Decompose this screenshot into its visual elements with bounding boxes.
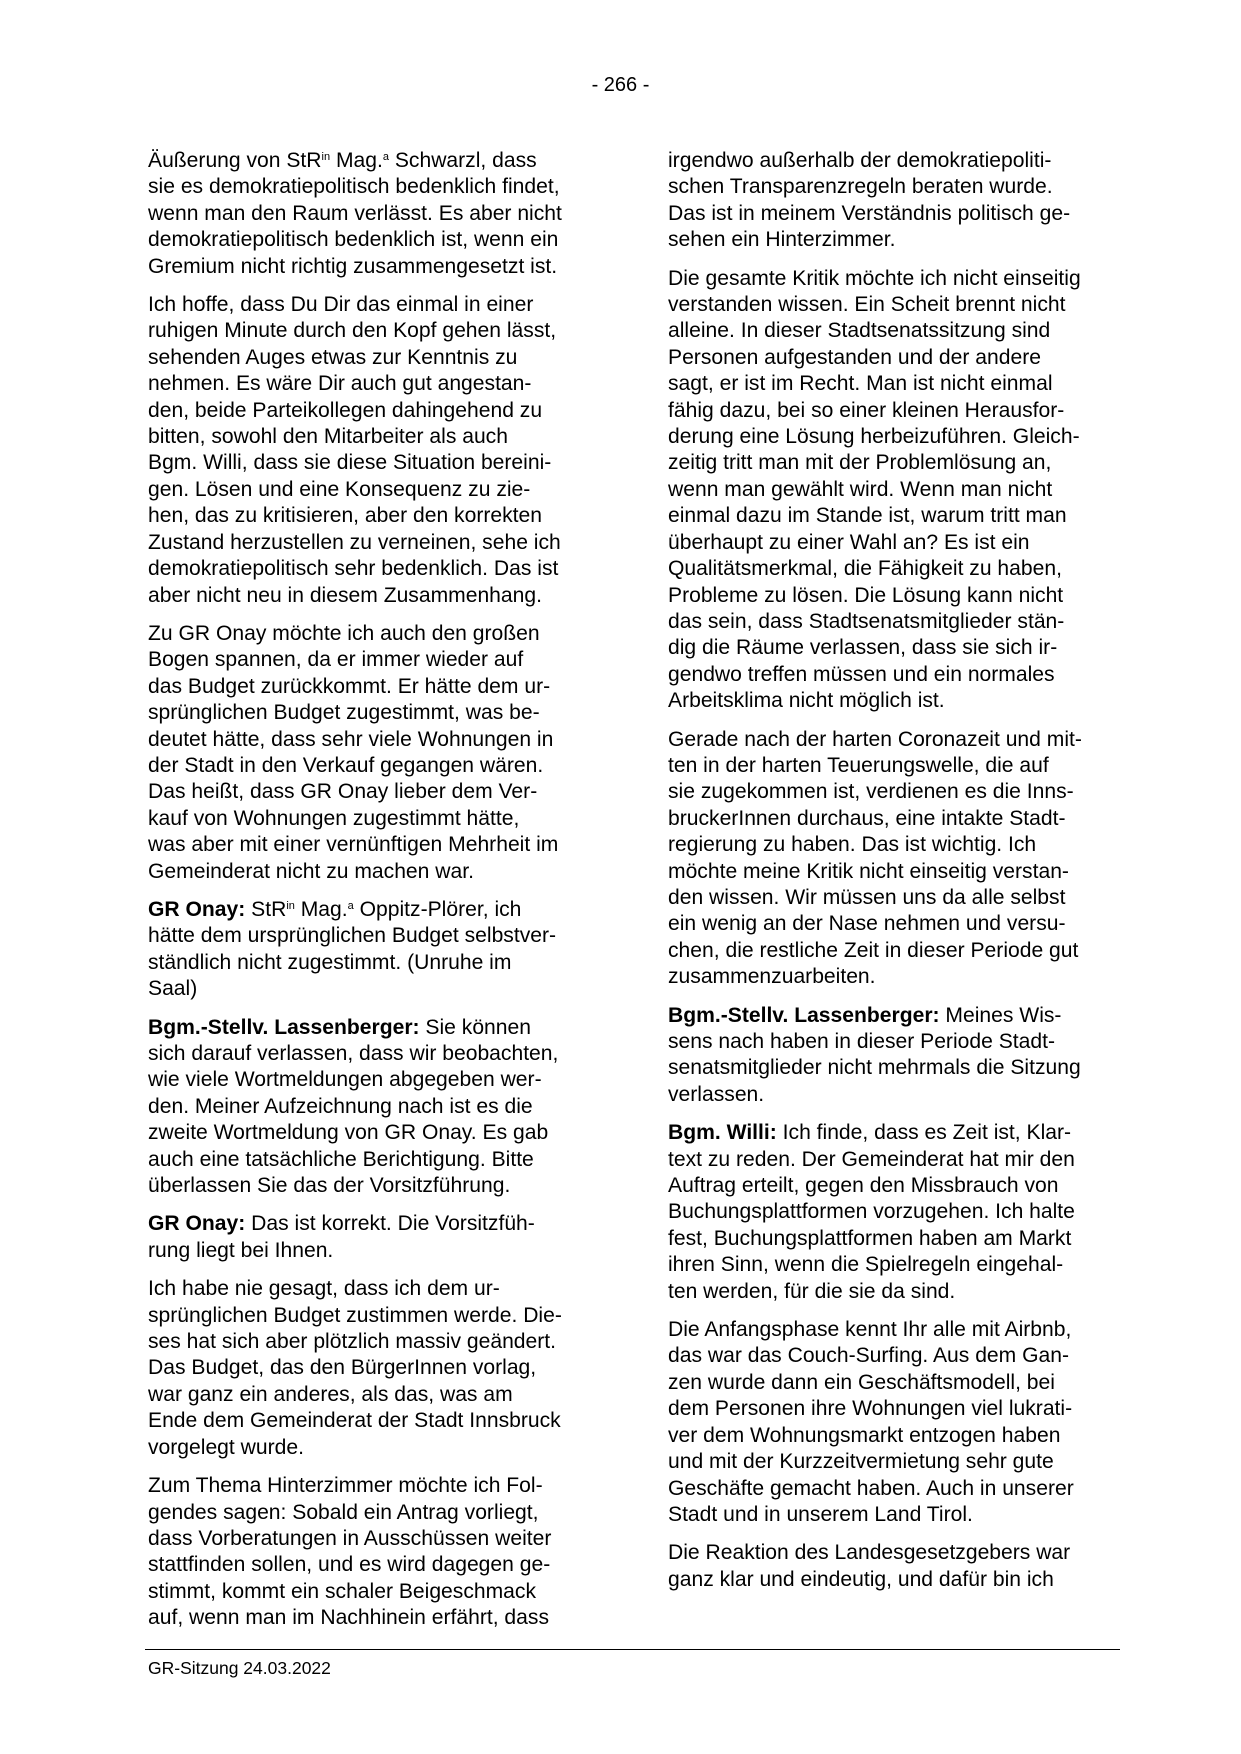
paragraph [668,266,1116,715]
speaker-paragraph [148,897,596,1003]
text-line: sprünglichen Budget zustimmen werde. Die- [148,1303,562,1327]
text-line: gendwo treffen müssen und ein normales [668,662,1055,686]
text-line: den. Meiner Aufzeichnung nach ist es die [148,1094,533,1118]
speaker-paragraph [148,1015,596,1200]
text-line: Bgm. Willi, dass sie diese Situation bereini- [148,451,552,475]
text-line: fest, Buchungsplattformen haben am Markt [668,1226,1072,1250]
text-line: gendes sagen: Sobald ein Antrag vorliegt, [148,1500,539,1524]
text-line: vorgelegt wurde. [148,1435,304,1459]
text-line: ten werden, für die sie da sind. [668,1279,956,1303]
text-line: Arbeitsklima nicht möglich ist. [668,689,945,713]
text-line: hätte dem ursprünglichen Budget selbstver- [148,924,557,948]
text-line: dig die Räume verlassen, dass sie sich ir- [668,636,1058,660]
superscript: in [286,899,295,912]
text-line: deutet hätte, dass sehr viele Wohnungen in [148,727,554,751]
paragraph [148,1276,596,1461]
speaker-name: GR Onay: [148,1212,246,1236]
text-line: Qualitätsmerkmal, die Fähigkeit zu haben, [668,557,1062,581]
text-line: Ich habe nie gesagt, dass ich dem ur- [148,1277,500,1301]
text-line: gen. Lösen und eine Konsequenz zu zie- [148,477,531,501]
text-line: auf, wenn man im Nachhinein erfährt, dass [148,1606,549,1630]
text-line: ver dem Wohnungsmarkt entzogen haben [668,1423,1061,1447]
text-line: Das Budget, das den BürgerInnen vorlag, [148,1356,537,1380]
text-line: wie viele Wortmeldungen abgegeben wer- [148,1068,542,1092]
right-column [668,148,1116,1605]
superscript: in [321,151,331,163]
superscript: a [382,151,389,163]
text-line: Geschäfte gemacht haben. Auch in unserer [668,1476,1074,1500]
text-line: verlassen. [668,1082,765,1106]
text-line: Bgm.-Stellv. Lassenberger: Meines Wis- [668,1003,1062,1027]
text-line: Personen aufgestanden und der andere [668,345,1041,369]
speaker-paragraph [148,1211,596,1264]
text-line: ruhigen Minute durch den Kopf gehen lässt, [148,319,557,343]
text-line: ses hat sich aber plötzlich massiv geändert. [148,1330,557,1354]
text-line: der Stadt in den Verkauf gegangen wären. [148,753,544,777]
text-line: ein wenig an der Nase nehmen und versu- [668,912,1066,936]
text-line: sie es demokratiepolitisch bedenklich findet, [148,175,560,199]
text-line: zeitig tritt man mit der Problemlösung an, [668,451,1052,475]
speaker-name: Bgm. Willi: [668,1121,777,1145]
text-line: Saal) [148,977,198,1001]
text-line: sehen ein Hinterzimmer. [668,228,896,252]
speaker-name: Bgm.-Stellv. Lassenberger: [668,1003,940,1027]
paragraph [668,148,1116,254]
text-line: auch eine tatsächliche Berichtigung. Bitte [148,1147,534,1171]
text-line: Die Anfangsphase kennt Ihr alle mit Airbnb, [668,1318,1072,1342]
footer-session-date: GR-Sitzung 24.03.2022 [148,1658,331,1678]
text-line: Gremium nicht richtig zusammengesetzt ist. [148,254,558,278]
text-line: zweite Wortmeldung von GR Onay. Es gab [148,1121,549,1145]
text-line: demokratiepolitisch sehr bedenklich. Das ist [148,557,559,581]
paragraph [668,1540,1116,1593]
text-line: fähig dazu, bei so einer kleinen Herausfor- [668,398,1065,422]
speaker-name: GR Onay: [148,897,246,921]
text-line: Bgm.-Stellv. Lassenberger: Sie können [148,1015,531,1039]
text-line: wenn man gewählt wird. Wenn man nicht [668,477,1053,501]
text-line: den wissen. Wir müssen uns da alle selbst [668,885,1066,909]
text-line: Auftrag erteilt, gegen den Missbrauch von [668,1174,1059,1198]
paragraph [148,148,596,280]
text-line: wenn man den Raum verlässt. Es aber nicht [148,201,562,225]
text-line: sie zugekommen ist, verdienen es die Inns- [668,780,1074,804]
text-line: verstanden wissen. Ein Scheit brennt nicht [668,293,1066,317]
text-line: Ich hoffe, dass Du Dir das einmal in einer [148,293,534,317]
text-line: Bgm. Willi: Ich finde, dass es Zeit ist, Klar- [668,1121,1072,1145]
page-number: - 266 - [591,74,650,96]
text-line: nehmen. Es wäre Dir auch gut angestan- [148,372,532,396]
text-line: bitten, sowohl den Mitarbeiter als auch [148,425,508,449]
text-line: schen Transparenzregeln beraten wurde. [668,175,1053,199]
text-line: das sein, dass Stadtsenatsmitglieder stän- [668,609,1065,633]
text-line: zusammenzuarbeiten. [668,965,876,989]
text-line: sagt, er ist im Recht. Man ist nicht einmal [668,372,1053,396]
text-line: das war das Couch-Surfing. Aus dem Gan- [668,1344,1069,1368]
text-line: das Budget zurückkommt. Er hätte dem ur- [148,674,551,698]
text-line: ständlich nicht zugestimmt. (Unruhe im [148,950,512,974]
superscript: a [347,899,354,912]
text-line: Gerade nach der harten Coronazeit und mit- [668,727,1082,751]
left-column [148,148,596,1644]
text-line: ihren Sinn, wenn die Spielregeln eingehal- [668,1253,1064,1277]
text-line: Zu GR Onay möchte ich auch den großen [148,621,540,645]
text-line: Buchungsplattformen vorzugehen. Ich halte [668,1200,1075,1224]
text-line: rung liegt bei Ihnen. [148,1238,334,1262]
paragraph [668,727,1116,991]
text-line: irgendwo außerhalb der demokratiepoliti- [668,149,1052,172]
text-line: alleine. In dieser Stadtsenatssitzung sind [668,319,1051,343]
speaker-paragraph [668,1120,1116,1305]
text-line: bruckerInnen durchaus, eine intakte Stadt- [668,806,1066,830]
paragraph [148,621,596,885]
text-line: ten in der harten Teuerungswelle, die auf [668,753,1049,777]
text-line: den, beide Parteikollegen dahingehend zu [148,398,543,422]
text-line: Zum Thema Hinterzimmer möchte ich Fol- [148,1474,543,1498]
text-line: kauf von Wohnungen zugestimmt hätte, [148,806,520,830]
text-line: dass Vorberatungen in Ausschüssen weiter [148,1526,552,1550]
text-line: GR Onay: StR$^{in}$ Mag.$^a$ Oppitz-Plörer, ich [148,897,522,921]
text-line: zen wurde dann ein Geschäftsmodell, bei [668,1370,1055,1394]
text-line: demokratiepolitisch bedenklich ist, wenn ein [148,228,559,252]
paragraph [148,1473,596,1631]
text-line: sens nach haben in dieser Periode Stadt- [668,1030,1055,1053]
text-line: Die gesamte Kritik möchte ich nicht einseitig [668,266,1081,290]
text-line: stattfinden sollen, und es wird dagegen ge- [148,1553,551,1577]
text-line: regierung zu haben. Das ist wichtig. Ich [668,833,1037,857]
text-line: senatsmitglieder nicht mehrmals die Sitzung [668,1056,1081,1080]
text-line: text zu reden. Der Gemeinderat hat mir den [668,1147,1075,1171]
text-line: Gemeinderat nicht zu machen war. [148,859,474,883]
speaker-paragraph [668,1003,1116,1109]
text-line: Die Reaktion des Landesgesetzgebers war [668,1541,1071,1565]
paragraph [148,292,596,609]
text-line: Bogen spannen, da er immer wieder auf [148,648,524,672]
text-line: chen, die restliche Zeit in dieser Periode gut [668,938,1079,962]
text-line: sich darauf verlassen, dass wir beobachten, [148,1042,559,1065]
footer-divider [145,1649,1120,1650]
text-line: Äußerung von StR$^{in}$ Mag.$^a$ Schwarzl, dass [148,149,537,172]
paragraph [668,1317,1116,1528]
text-line: hen, das zu kritisieren, aber den korrekten [148,504,542,528]
text-line: Das heißt, dass GR Onay lieber dem Ver- [148,780,538,804]
text-line: stimmt, kommt ein schaler Beigeschmack [148,1579,536,1603]
text-line: Stadt und in unserem Land Tirol. [668,1502,973,1526]
text-line: was aber mit einer vernünftigen Mehrheit im [148,833,559,857]
text-line: und mit der Kurzzeitvermietung sehr gute [668,1450,1054,1474]
text-line: einmal dazu im Stande ist, warum tritt man [668,504,1067,528]
speaker-name: Bgm.-Stellv. Lassenberger: [148,1015,420,1039]
text-line: Ende dem Gemeinderat der Stadt Innsbruck [148,1409,561,1433]
text-line: überlassen Sie das der Vorsitzführung. [148,1174,511,1198]
text-line: möchte meine Kritik nicht einseitig verstan- [668,859,1069,883]
text-line: Probleme zu lösen. Die Lösung kann nicht [668,583,1064,607]
text-line: überhaupt zu einer Wahl an? Es ist ein [668,530,1030,554]
text-line: ganz klar und eindeutig, und dafür bin ich [668,1567,1054,1591]
text-line: Das ist in meinem Verständnis politisch ge- [668,201,1071,225]
text-line: sprünglichen Budget zugestimmt, was be- [148,701,540,725]
text-line: war ganz ein anderes, als das, was am [148,1382,513,1406]
text-line: Zustand herzustellen zu verneinen, sehe ich [148,530,561,554]
text-line: dem Personen ihre Wohnungen viel lukrati- [668,1397,1073,1421]
text-line: derung eine Lösung herbeizuführen. Gleich- [668,425,1080,449]
text-line: aber nicht neu in diesem Zusammenhang. [148,583,542,607]
text-line: sehenden Auges etwas zur Kenntnis zu [148,345,518,369]
text-line: GR Onay: Das ist korrekt. Die Vorsitzfüh- [148,1212,535,1236]
